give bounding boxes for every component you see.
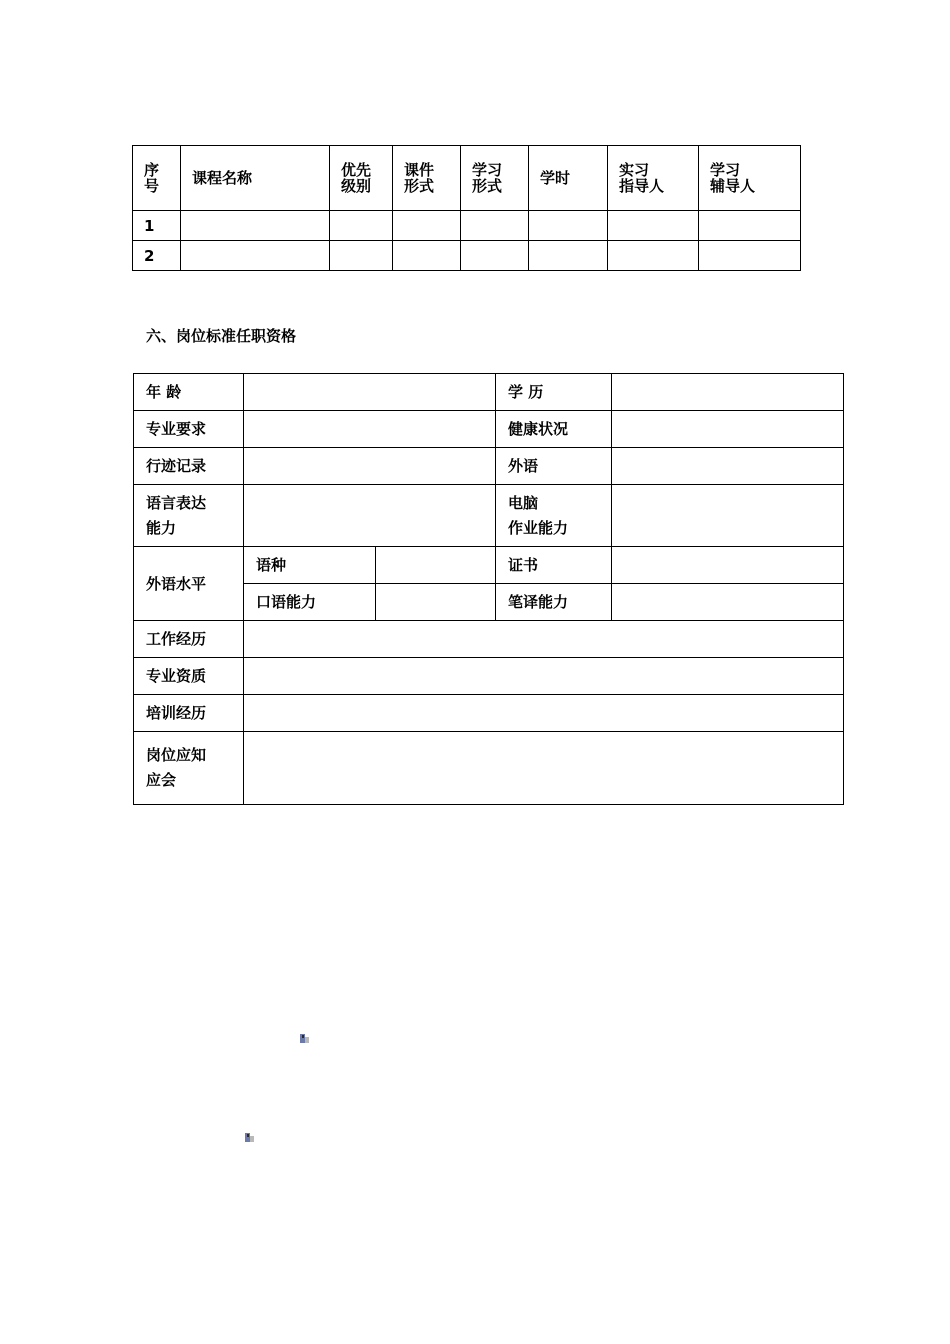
table-row [134, 658, 844, 695]
value-age[interactable] [244, 374, 496, 411]
value-health[interactable] [612, 411, 844, 448]
value-record[interactable] [244, 448, 496, 485]
label-health: 健康状况 [496, 411, 612, 448]
label-training: 培训经历 [134, 695, 244, 732]
empty-cell[interactable] [393, 211, 461, 241]
label-certificate: 证书 [496, 547, 612, 584]
label-major: 专业要求 [134, 411, 244, 448]
table-row [134, 374, 844, 411]
value-work-experience[interactable] [244, 621, 844, 658]
empty-cell[interactable] [330, 241, 393, 271]
empty-cell[interactable] [461, 211, 529, 241]
empty-cell[interactable] [529, 211, 608, 241]
course-header-row [133, 146, 801, 211]
value-training[interactable] [244, 695, 844, 732]
col-header-practice-mentor: 实习 指导人 [608, 146, 699, 211]
label-foreign-language: 外语 [496, 448, 612, 485]
value-expression[interactable] [244, 485, 496, 547]
table-row [134, 448, 844, 485]
label-education: 学 历 [496, 374, 612, 411]
image-placeholder-icon [300, 1034, 309, 1043]
label-record: 行迹记录 [134, 448, 244, 485]
empty-cell[interactable] [330, 211, 393, 241]
label-language-type: 语种 [244, 547, 376, 584]
empty-cell[interactable] [699, 211, 801, 241]
empty-cell[interactable] [393, 241, 461, 271]
value-certificate[interactable] [612, 547, 844, 584]
label-knowledge: 岗位应知 应会 [134, 732, 244, 805]
section-heading: 六、岗位标准任职资格 [146, 327, 297, 345]
col-header-study-tutor: 学习 辅导人 [699, 146, 801, 211]
value-language-type[interactable] [376, 547, 496, 584]
value-education[interactable] [612, 374, 844, 411]
empty-cell[interactable] [608, 241, 699, 271]
label-age: 年 龄 [134, 374, 244, 411]
col-header-hours: 学时 [529, 146, 608, 211]
col-header-priority: 优先 级别 [330, 146, 393, 211]
table-row [134, 411, 844, 448]
course-table [132, 145, 801, 271]
row-number: 1 [133, 211, 181, 241]
empty-cell[interactable] [461, 241, 529, 271]
row-number: 2 [133, 241, 181, 271]
label-language-level: 外语水平 [134, 547, 244, 621]
table-row [134, 732, 844, 805]
table-row [133, 241, 801, 271]
label-oral: 口语能力 [244, 584, 376, 621]
label-expression: 语言表达 能力 [134, 485, 244, 547]
image-placeholder-icon [245, 1133, 254, 1142]
value-computer[interactable] [612, 485, 844, 547]
value-major[interactable] [244, 411, 496, 448]
value-foreign-language[interactable] [612, 448, 844, 485]
value-qualification[interactable] [244, 658, 844, 695]
table-row [134, 485, 844, 547]
col-header-study-form: 学习 形式 [461, 146, 529, 211]
empty-cell[interactable] [608, 211, 699, 241]
col-header-no: 序 号 [133, 146, 181, 211]
label-computer: 电脑 作业能力 [496, 485, 612, 547]
empty-cell[interactable] [181, 211, 330, 241]
value-written[interactable] [612, 584, 844, 621]
label-qualification: 专业资质 [134, 658, 244, 695]
empty-cell[interactable] [699, 241, 801, 271]
table-row [133, 211, 801, 241]
table-row [134, 547, 844, 584]
table-row [134, 621, 844, 658]
value-oral[interactable] [376, 584, 496, 621]
table-row [134, 695, 844, 732]
col-header-course-name: 课程名称 [181, 146, 330, 211]
qualification-table [133, 373, 844, 805]
label-written: 笔译能力 [496, 584, 612, 621]
value-knowledge[interactable] [244, 732, 844, 805]
col-header-courseware: 课件 形式 [393, 146, 461, 211]
label-work-experience: 工作经历 [134, 621, 244, 658]
empty-cell[interactable] [529, 241, 608, 271]
empty-cell[interactable] [181, 241, 330, 271]
